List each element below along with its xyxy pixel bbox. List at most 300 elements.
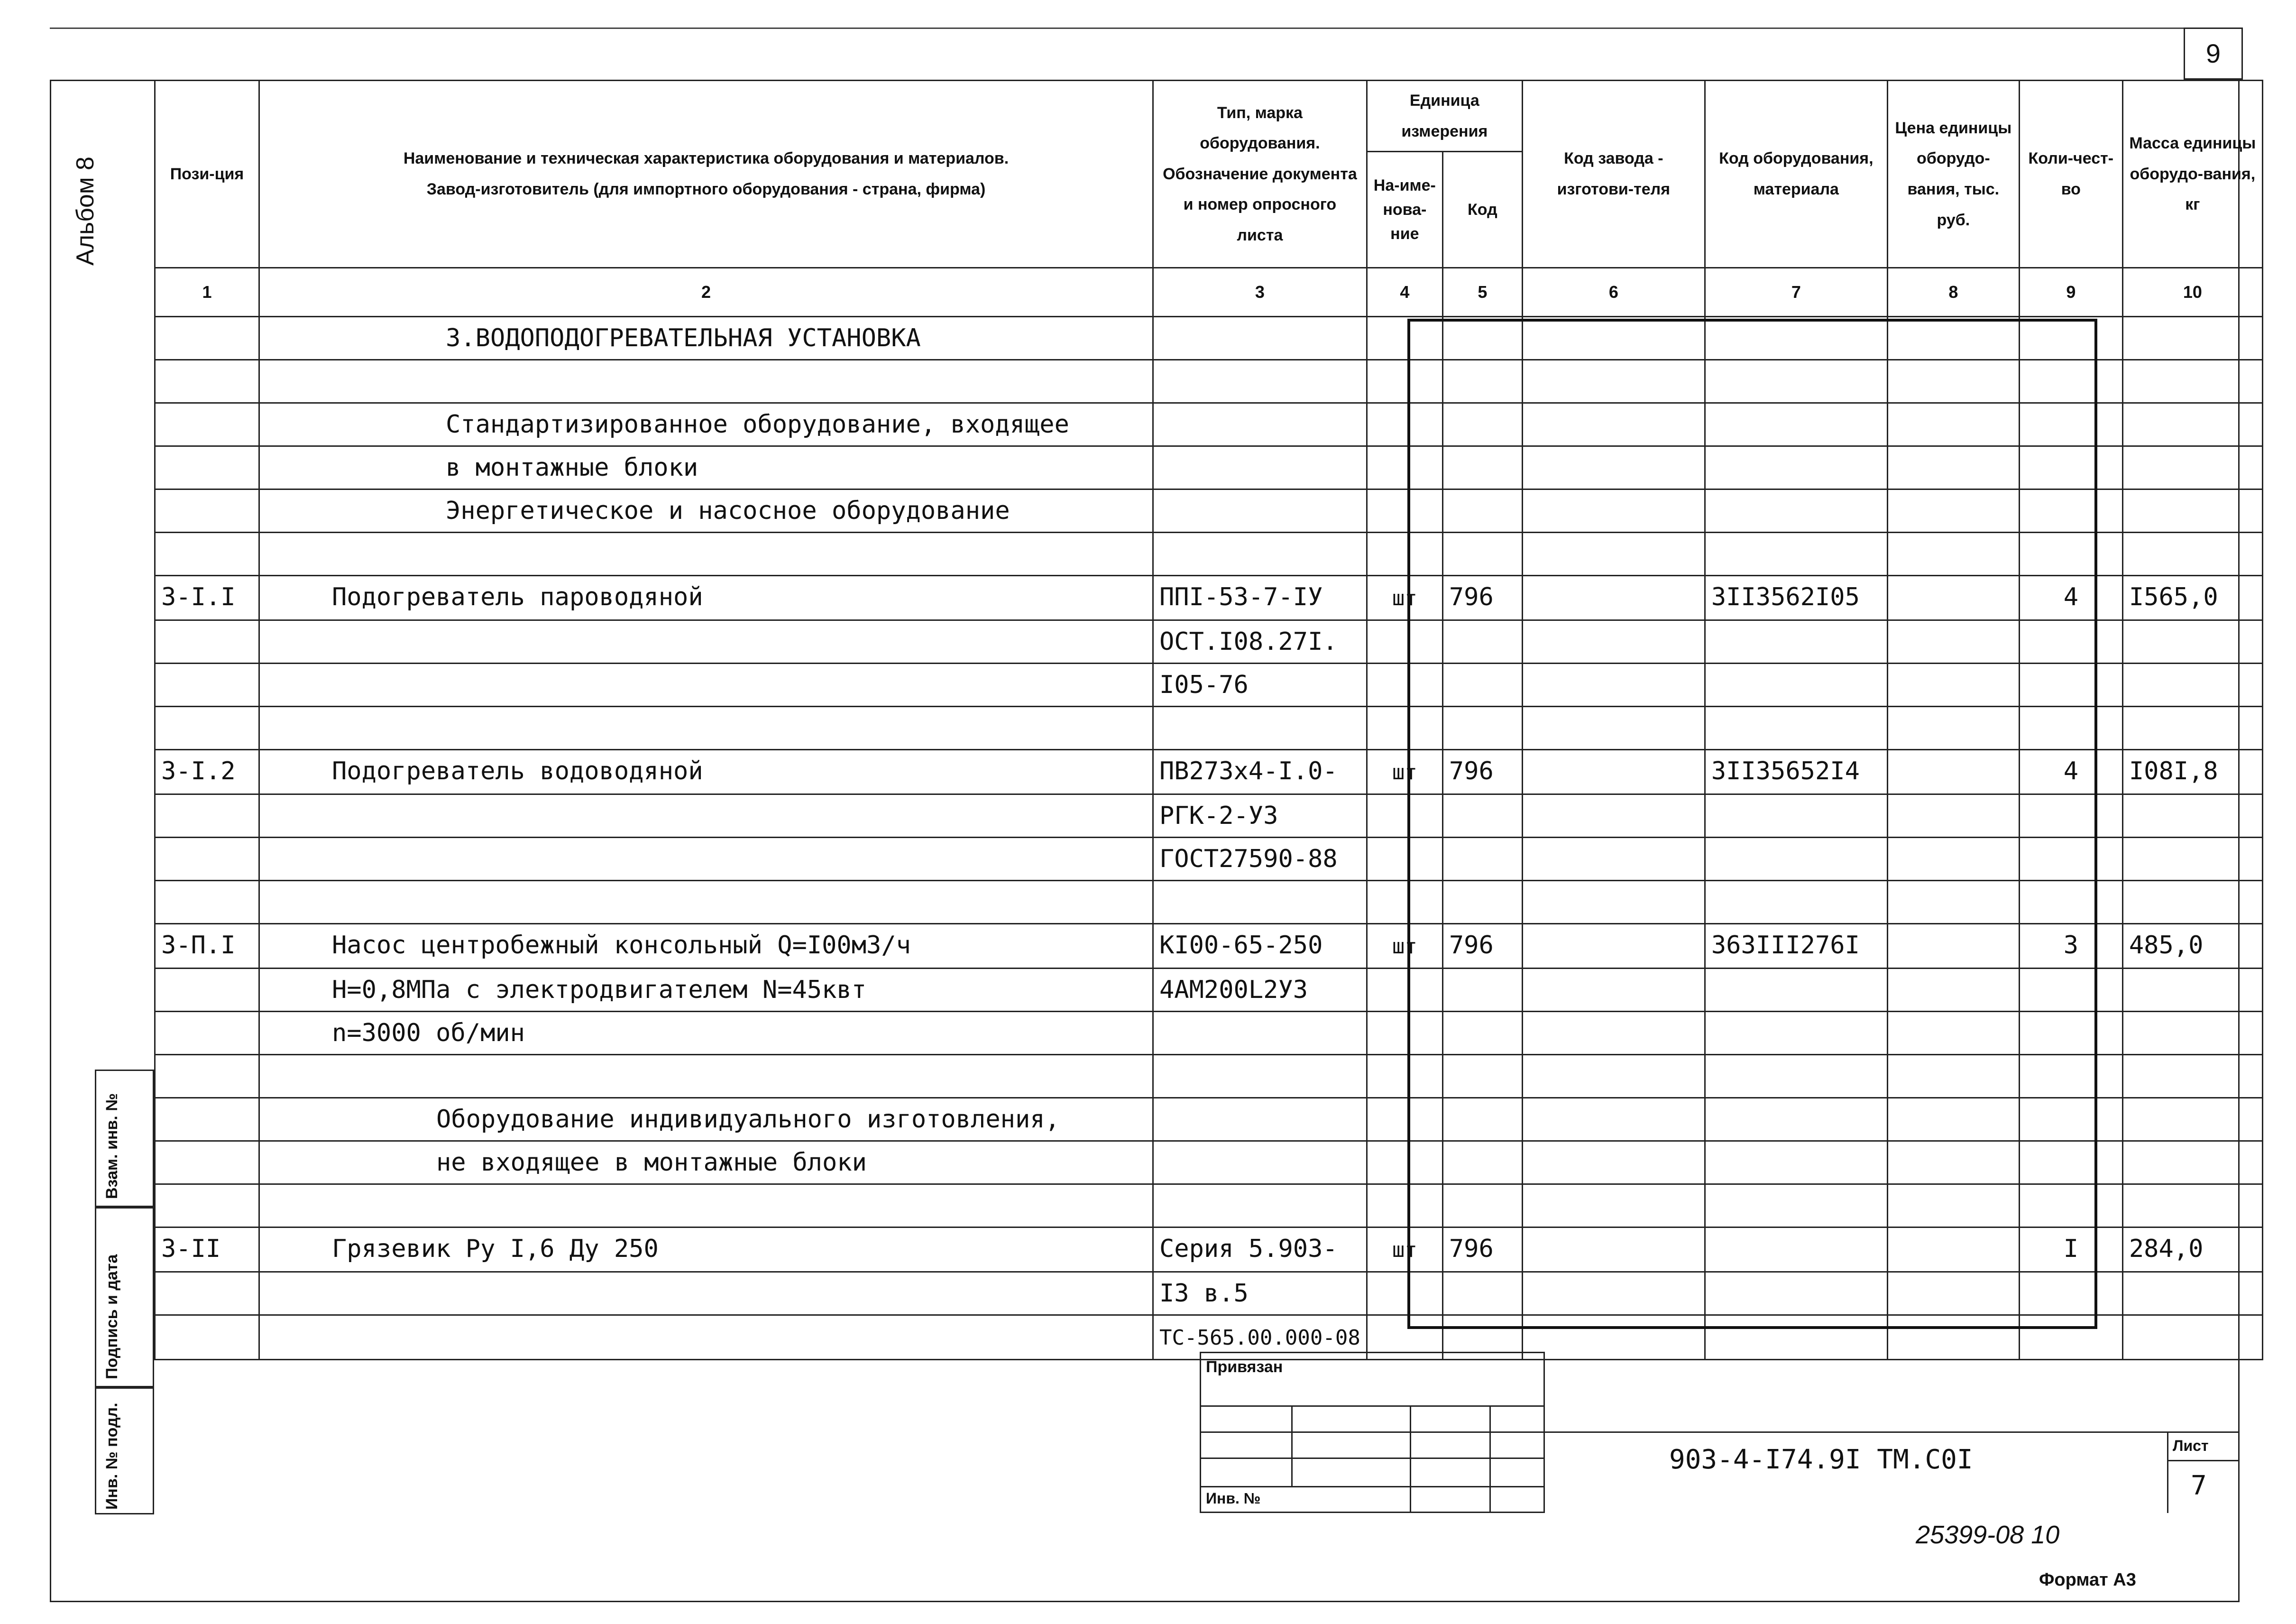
cell-factory — [1522, 924, 1705, 969]
handwritten-number: 25399-08 10 — [1916, 1521, 2060, 1549]
cell-pos — [155, 1141, 259, 1184]
cell-doc-text: КI00-65-250 — [1159, 931, 1323, 960]
cell-factory — [1522, 838, 1705, 881]
cell-name-text: Подогреватель водоводяной — [332, 757, 703, 785]
cell-mass — [2122, 969, 2262, 1012]
table-row — [155, 969, 2263, 1012]
cell-price — [1887, 1227, 2019, 1272]
cell-name — [259, 403, 1153, 446]
table-row — [155, 1227, 2263, 1272]
cell-doc-text: I05-76 — [1159, 671, 1249, 699]
cell-qty — [2019, 664, 2122, 707]
cell-mass — [2122, 664, 2262, 707]
cell-unit — [1367, 446, 1442, 489]
cell-equip-code — [1705, 489, 1887, 533]
cell-doc — [1153, 317, 1367, 360]
cell-doc-text: ПВ273х4-I.0- — [1159, 757, 1338, 785]
cell-price — [1887, 969, 2019, 1012]
cell-mass — [2122, 1315, 2262, 1360]
cell-doc — [1153, 1227, 1367, 1272]
cell-mass — [2122, 1012, 2262, 1055]
table-row — [155, 1012, 2263, 1055]
cell-price — [1887, 1012, 2019, 1055]
cell-equip-code — [1705, 620, 1887, 664]
cell-name — [259, 794, 1153, 838]
cell-equip-code — [1705, 969, 1887, 1012]
cell-mass — [2122, 533, 2262, 576]
cell-equip-code — [1705, 750, 1887, 794]
cell-unit — [1367, 1012, 1442, 1055]
cell-name — [259, 360, 1153, 403]
cell-doc — [1153, 576, 1367, 620]
cell-price — [1887, 446, 2019, 489]
table-row — [155, 1272, 2263, 1315]
cell-equip-code-text: 3II3562I05 — [1711, 583, 1860, 611]
cell-equip-code — [1705, 360, 1887, 403]
cell-price — [1887, 924, 2019, 969]
cell-name-text: Энергетическое и насосное оборудование — [446, 497, 1010, 525]
stamp-vline — [1410, 1405, 1411, 1512]
cell-name — [259, 1055, 1153, 1098]
cell-code — [1442, 403, 1522, 446]
cell-unit — [1367, 576, 1442, 620]
cell-unit — [1367, 533, 1442, 576]
cell-name — [259, 620, 1153, 664]
cell-equip-code — [1705, 1227, 1887, 1272]
cell-price — [1887, 1098, 2019, 1141]
cell-unit — [1367, 838, 1442, 881]
cell-price — [1887, 489, 2019, 533]
cell-qty — [2019, 750, 2122, 794]
header-unit-code: Код — [1442, 152, 1522, 268]
cell-code — [1442, 664, 1522, 707]
cell-factory — [1522, 620, 1705, 664]
cell-doc — [1153, 969, 1367, 1012]
cell-doc — [1153, 1098, 1367, 1141]
cell-name — [259, 664, 1153, 707]
cell-factory — [1522, 317, 1705, 360]
cell-code — [1442, 794, 1522, 838]
cell-factory — [1522, 750, 1705, 794]
cell-name-text: 3.ВОДОПОДОГРЕВАТЕЛЬНАЯ УСТАНОВКА — [446, 324, 921, 352]
table-row — [155, 838, 2263, 881]
inv-label: Инв. № — [1206, 1490, 1261, 1507]
cell-code-text: 796 — [1449, 583, 1494, 611]
cell-price — [1887, 403, 2019, 446]
cell-qty — [2019, 1315, 2122, 1360]
cell-price — [1887, 1141, 2019, 1184]
cell-name — [259, 446, 1153, 489]
cell-unit-text: шт — [1392, 760, 1417, 784]
colnum: 9 — [2019, 268, 2122, 317]
header-equip-code: Код оборудования, материала — [1705, 81, 1887, 268]
cell-code-text: 796 — [1449, 757, 1494, 785]
stamp-rule — [1201, 1486, 1543, 1487]
cell-pos — [155, 881, 259, 924]
table-row — [155, 403, 2263, 446]
cell-pos — [155, 1055, 259, 1098]
stamp-rule — [1201, 1431, 1543, 1433]
side-box-podpis — [95, 1207, 154, 1387]
cell-factory — [1522, 360, 1705, 403]
cell-price — [1887, 838, 2019, 881]
stamp-vline — [1489, 1405, 1491, 1512]
cell-price — [1887, 1272, 2019, 1315]
document-code: 903-4-I74.9I ТМ.С0I — [1669, 1444, 1973, 1475]
cell-qty — [2019, 1055, 2122, 1098]
cell-qty — [2019, 489, 2122, 533]
cell-mass — [2122, 620, 2262, 664]
cell-mass — [2122, 1098, 2262, 1141]
cell-equip-code — [1705, 794, 1887, 838]
cell-factory — [1522, 533, 1705, 576]
cell-price — [1887, 360, 2019, 403]
cell-pos — [155, 1227, 259, 1272]
cell-qty — [2019, 881, 2122, 924]
cell-mass — [2122, 1055, 2262, 1098]
cell-code — [1442, 317, 1522, 360]
cell-pos — [155, 533, 259, 576]
cell-name — [259, 1184, 1153, 1227]
cell-unit — [1367, 317, 1442, 360]
cell-price — [1887, 794, 2019, 838]
cell-equip-code — [1705, 924, 1887, 969]
cell-unit — [1367, 664, 1442, 707]
cell-name-text: Стандартизированное оборудование, входящее — [446, 410, 1069, 439]
cell-doc — [1153, 360, 1367, 403]
cell-mass-text: I08I,8 — [2129, 757, 2218, 785]
cell-name-text: n=3000 об/мин — [332, 1019, 525, 1047]
table-row — [155, 533, 2263, 576]
stamp-rule — [1201, 1458, 1543, 1459]
cell-factory — [1522, 794, 1705, 838]
cell-pos — [155, 838, 259, 881]
cell-mass — [2122, 881, 2262, 924]
table-row — [155, 924, 2263, 969]
cell-factory — [1522, 1315, 1705, 1360]
cell-name — [259, 969, 1153, 1012]
cell-equip-code — [1705, 881, 1887, 924]
cell-equip-code — [1705, 1098, 1887, 1141]
cell-equip-code-text: 363III276I — [1711, 931, 1860, 960]
cell-equip-code-text: 3II35652I4 — [1711, 757, 1860, 785]
cell-name-text: не входящее в монтажные блоки — [436, 1148, 867, 1177]
cell-doc — [1153, 664, 1367, 707]
cell-doc-text: ППI-53-7-IУ — [1159, 583, 1323, 611]
cell-pos-text: 3-II — [161, 1235, 221, 1263]
cell-qty — [2019, 317, 2122, 360]
cell-code — [1442, 924, 1522, 969]
cell-name — [259, 317, 1153, 360]
cell-unit — [1367, 924, 1442, 969]
cell-factory — [1522, 1141, 1705, 1184]
cell-name — [259, 750, 1153, 794]
cell-qty — [2019, 620, 2122, 664]
colnum: 2 — [259, 268, 1153, 317]
cell-code — [1442, 446, 1522, 489]
cell-doc — [1153, 750, 1367, 794]
cell-pos — [155, 489, 259, 533]
cell-code — [1442, 1227, 1522, 1272]
table-row — [155, 576, 2263, 620]
cell-qty — [2019, 838, 2122, 881]
cell-unit-text: шт — [1392, 934, 1417, 959]
header-pos: Пози-ция — [155, 81, 259, 268]
cell-pos — [155, 1012, 259, 1055]
cell-name — [259, 1141, 1153, 1184]
cell-price — [1887, 576, 2019, 620]
header-qty: Коли-чест-во — [2019, 81, 2122, 268]
cell-code — [1442, 1055, 1522, 1098]
cell-pos — [155, 1272, 259, 1315]
cell-doc-text: ТС-565.00.000-08 — [1159, 1326, 1360, 1350]
cell-price — [1887, 533, 2019, 576]
header-unit-group: Единица измерения — [1367, 81, 1522, 152]
cell-pos — [155, 620, 259, 664]
cell-qty-text: 3 — [2063, 931, 2078, 960]
cell-name — [259, 533, 1153, 576]
cell-doc — [1153, 1184, 1367, 1227]
cell-price — [1887, 317, 2019, 360]
cell-doc-text: ГОСТ27590-88 — [1159, 845, 1338, 873]
cell-name-text: в монтажные блоки — [446, 453, 698, 482]
cell-factory — [1522, 1227, 1705, 1272]
cell-name — [259, 881, 1153, 924]
cell-qty — [2019, 446, 2122, 489]
cell-doc — [1153, 1141, 1367, 1184]
cell-mass — [2122, 489, 2262, 533]
table-row — [155, 489, 2263, 533]
cell-code — [1442, 576, 1522, 620]
table-row — [155, 707, 2263, 750]
album-label: Альбом 8 — [72, 157, 99, 266]
cell-code — [1442, 1141, 1522, 1184]
top-rule — [50, 28, 2184, 29]
cell-doc-text: Серия 5.903- — [1159, 1235, 1338, 1263]
cell-factory — [1522, 1184, 1705, 1227]
cell-factory — [1522, 403, 1705, 446]
cell-equip-code — [1705, 1012, 1887, 1055]
cell-name — [259, 1098, 1153, 1141]
cell-mass — [2122, 924, 2262, 969]
cell-qty — [2019, 1012, 2122, 1055]
cell-mass — [2122, 1184, 2262, 1227]
cell-code — [1442, 1184, 1522, 1227]
side-box-inv — [95, 1387, 154, 1514]
stamp-rule — [1201, 1405, 1543, 1407]
cell-unit — [1367, 1184, 1442, 1227]
cell-doc — [1153, 838, 1367, 881]
cell-price — [1887, 1184, 2019, 1227]
cell-mass — [2122, 360, 2262, 403]
cell-factory — [1522, 969, 1705, 1012]
stamp-rule-main — [1545, 1431, 2240, 1433]
cell-unit — [1367, 403, 1442, 446]
table-row — [155, 1055, 2263, 1098]
cell-code — [1442, 360, 1522, 403]
cell-doc — [1153, 533, 1367, 576]
colnum: 1 — [155, 268, 259, 317]
cell-qty — [2019, 576, 2122, 620]
cell-code — [1442, 707, 1522, 750]
cell-mass — [2122, 403, 2262, 446]
page-number: 9 — [2184, 28, 2243, 80]
cell-doc — [1153, 794, 1367, 838]
cell-doc — [1153, 707, 1367, 750]
cell-name — [259, 1012, 1153, 1055]
cell-doc — [1153, 620, 1367, 664]
cell-doc — [1153, 446, 1367, 489]
cell-unit — [1367, 620, 1442, 664]
cell-price — [1887, 1315, 2019, 1360]
cell-unit-text: шт — [1392, 586, 1417, 610]
cell-factory — [1522, 1272, 1705, 1315]
cell-mass — [2122, 750, 2262, 794]
cell-factory — [1522, 489, 1705, 533]
cell-name — [259, 924, 1153, 969]
cell-code — [1442, 620, 1522, 664]
cell-pos — [155, 707, 259, 750]
cell-code — [1442, 838, 1522, 881]
cell-equip-code — [1705, 1184, 1887, 1227]
cell-pos-text: 3-I.I — [161, 583, 236, 611]
cell-price — [1887, 1055, 2019, 1098]
cell-equip-code — [1705, 1315, 1887, 1360]
cell-equip-code — [1705, 707, 1887, 750]
cell-equip-code — [1705, 446, 1887, 489]
specification-table — [154, 80, 2263, 1360]
cell-pos-text: 3-П.I — [161, 931, 236, 960]
cell-unit — [1367, 881, 1442, 924]
privyazan-label: Привязан — [1206, 1358, 1283, 1376]
cell-mass — [2122, 317, 2262, 360]
cell-doc — [1153, 403, 1367, 446]
cell-factory — [1522, 1098, 1705, 1141]
cell-pos — [155, 1098, 259, 1141]
cell-pos — [155, 794, 259, 838]
side-label-inv: Инв. № подл. — [103, 1403, 121, 1510]
cell-mass — [2122, 838, 2262, 881]
cell-code-text: 796 — [1449, 1235, 1494, 1263]
cell-doc-text: 4АМ200L2У3 — [1159, 976, 1308, 1004]
cell-equip-code — [1705, 576, 1887, 620]
table-row — [155, 794, 2263, 838]
cell-equip-code — [1705, 1055, 1887, 1098]
cell-name — [259, 576, 1153, 620]
cell-name — [259, 1227, 1153, 1272]
privyazan-box — [1200, 1352, 1545, 1513]
cell-price — [1887, 620, 2019, 664]
colnum: 7 — [1705, 268, 1887, 317]
header-factory-code: Код завода - изготови-теля — [1522, 81, 1705, 268]
cell-code — [1442, 489, 1522, 533]
cell-name — [259, 1272, 1153, 1315]
cell-price — [1887, 707, 2019, 750]
cell-code — [1442, 750, 1522, 794]
table-row — [155, 620, 2263, 664]
cell-qty — [2019, 794, 2122, 838]
cell-mass — [2122, 707, 2262, 750]
cell-unit — [1367, 1227, 1442, 1272]
cell-factory — [1522, 664, 1705, 707]
cell-unit — [1367, 750, 1442, 794]
cell-doc — [1153, 1055, 1367, 1098]
colnum: 6 — [1522, 268, 1705, 317]
cell-qty — [2019, 969, 2122, 1012]
cell-equip-code — [1705, 317, 1887, 360]
table-row — [155, 881, 2263, 924]
colnum: 8 — [1887, 268, 2019, 317]
cell-doc — [1153, 1012, 1367, 1055]
cell-unit — [1367, 1055, 1442, 1098]
cell-price — [1887, 881, 2019, 924]
cell-unit — [1367, 1098, 1442, 1141]
table-row — [155, 750, 2263, 794]
cell-price — [1887, 750, 2019, 794]
cell-factory — [1522, 446, 1705, 489]
cell-pos — [155, 1315, 259, 1360]
cell-name-text: Оборудование индивидуального изготовления, — [436, 1105, 1060, 1134]
cell-unit — [1367, 794, 1442, 838]
cell-doc — [1153, 1272, 1367, 1315]
cell-mass-text: 284,0 — [2129, 1235, 2204, 1263]
table-row — [155, 1141, 2263, 1184]
sheet-box-rule — [2168, 1460, 2240, 1461]
table-row — [155, 360, 2263, 403]
cell-pos — [155, 403, 259, 446]
cell-code — [1442, 1012, 1522, 1055]
cell-doc — [1153, 924, 1367, 969]
cell-mass — [2122, 1272, 2262, 1315]
cell-doc — [1153, 881, 1367, 924]
cell-mass — [2122, 794, 2262, 838]
cell-price — [1887, 664, 2019, 707]
cell-equip-code — [1705, 838, 1887, 881]
cell-factory — [1522, 1055, 1705, 1098]
cell-qty — [2019, 707, 2122, 750]
stamp-vline — [1291, 1405, 1293, 1486]
table-row — [155, 317, 2263, 360]
table-row — [155, 446, 2263, 489]
cell-factory — [1522, 707, 1705, 750]
colnum: 3 — [1153, 268, 1367, 317]
cell-equip-code — [1705, 1141, 1887, 1184]
cell-pos — [155, 576, 259, 620]
table-row — [155, 664, 2263, 707]
cell-unit — [1367, 360, 1442, 403]
cell-doc-text: РГК-2-У3 — [1159, 802, 1278, 830]
cell-mass — [2122, 1141, 2262, 1184]
header-type: Тип, марка оборудования. Обозначение документа и номер опросного листа — [1153, 81, 1367, 268]
cell-doc-text: I3 в.5 — [1159, 1279, 1249, 1308]
cell-unit-text: шт — [1392, 1238, 1417, 1262]
cell-name-text: Подогреватель пароводяной — [332, 583, 703, 611]
cell-qty — [2019, 533, 2122, 576]
sheet-label: Лист — [2173, 1437, 2209, 1454]
cell-mass — [2122, 446, 2262, 489]
cell-pos — [155, 924, 259, 969]
cell-name — [259, 1315, 1153, 1360]
cell-equip-code — [1705, 664, 1887, 707]
cell-name-text: Н=0,8МПа с электродвигателем N=45квт — [332, 976, 867, 1004]
colnum: 4 — [1367, 268, 1442, 317]
format-label: Формат А3 — [2039, 1570, 2136, 1590]
cell-qty — [2019, 1272, 2122, 1315]
side-label-podpis: Подпись и дата — [103, 1254, 121, 1379]
header-mass: Масса единицы оборудо-вания, кг — [2122, 81, 2262, 268]
cell-equip-code — [1705, 533, 1887, 576]
cell-unit — [1367, 1272, 1442, 1315]
